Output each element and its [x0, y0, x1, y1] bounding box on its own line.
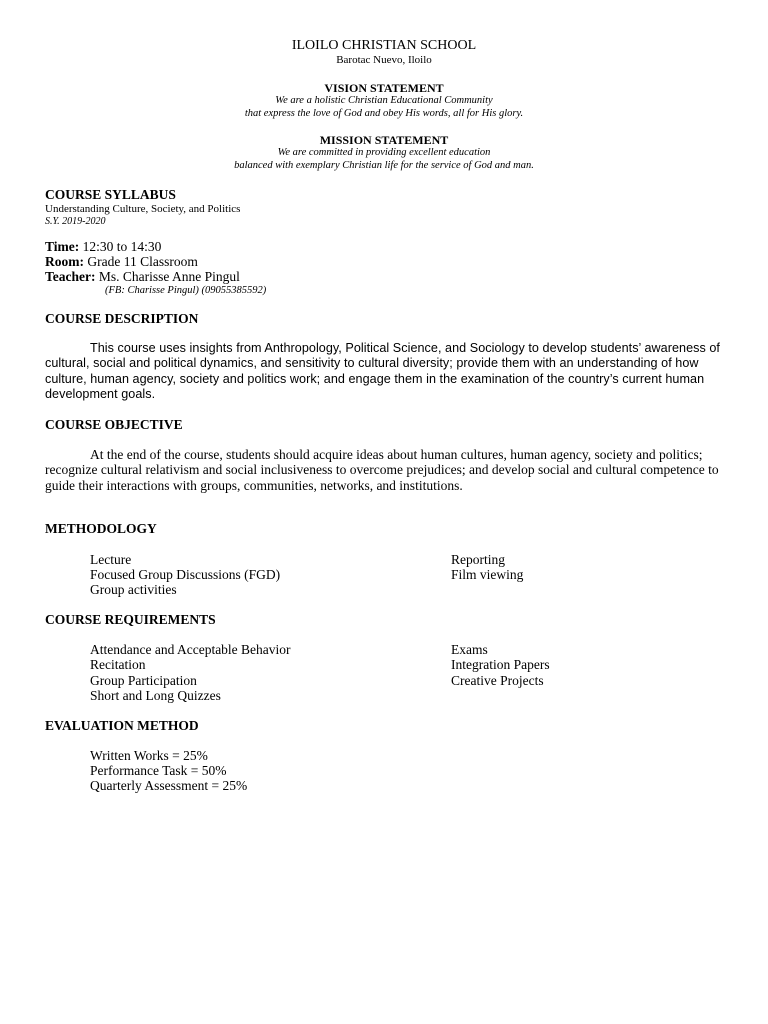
description-text: This course uses insights from Anthropology, Political Science, and Sociology to develop students’ awareness of cultural, social and political dynamics, and sensitivity to cultural diversity; provide them with an understanding of how culture, human agency, society and politics work; and engage them in the examination of the country’s current human development goals.: [45, 341, 720, 401]
school-name: ILOILO CHRISTIAN SCHOOL: [291, 38, 477, 53]
time-label: Time:: [45, 239, 80, 254]
evaluation-item: Written Works = 25%: [90, 748, 208, 763]
vision-line: We are a holistic Christian Educational Community: [275, 95, 493, 106]
evaluation-item: Performance Task = 50%: [90, 763, 227, 778]
requirement-item: Attendance and Acceptable Behavior: [90, 642, 291, 657]
requirement-item: Short and Long Quizzes: [90, 688, 221, 703]
evaluation-item: Quarterly Assessment = 25%: [90, 778, 248, 793]
vision-title: VISION STATEMENT: [324, 81, 444, 95]
room-label: Room:: [45, 254, 84, 269]
time-row: [45, 239, 161, 255]
teacher-row: [45, 269, 240, 285]
requirement-item: Exams: [451, 642, 488, 657]
teacher-value: Ms. Charisse Anne Pingul: [98, 269, 240, 284]
methodology-item: Group activities: [90, 582, 177, 597]
syllabus-title: COURSE SYLLABUS: [45, 187, 176, 202]
description-title: COURSE DESCRIPTION: [45, 311, 199, 326]
time-value: 12:30 to 14:30: [82, 239, 162, 254]
room-row: [45, 254, 198, 270]
methodology-item: Reporting: [451, 552, 505, 567]
evaluation-title: EVALUATION METHOD: [45, 718, 199, 733]
teacher-label: Teacher:: [45, 269, 96, 284]
methodology-title: METHODOLOGY: [45, 521, 157, 536]
vision-line: that express the love of God and obey His words, all for His glory.: [244, 108, 524, 119]
requirements-title: COURSE REQUIREMENTS: [45, 612, 216, 627]
room-value: Grade 11 Classroom: [87, 254, 198, 269]
methodology-item: Lecture: [90, 552, 132, 567]
requirement-item: Recitation: [90, 657, 146, 672]
school-year: S.Y. 2019-2020: [45, 216, 106, 227]
requirement-item: Group Participation: [90, 673, 197, 688]
objective-title: COURSE OBJECTIVE: [45, 417, 183, 432]
requirement-item: Integration Papers: [451, 657, 550, 672]
objective-text: At the end of the course, students should acquire ideas about human cultures, human agency, society and politics; recognize cultural relativism and social inclusiveness to overcome prejudices; and develop social and cultural competence to guide their interactions with groups, communities, networks, and institutions.: [45, 447, 719, 493]
methodology-item: Film viewing: [451, 567, 524, 582]
requirement-item: Creative Projects: [451, 673, 544, 688]
mission-line: balanced with exemplary Christian life for the service of God and man.: [234, 160, 534, 171]
subject-name: Understanding Culture, Society, and Politics: [45, 203, 241, 215]
mission-line: We are committed in providing excellent education: [277, 147, 491, 158]
teacher-contact: (FB: Charisse Pingul) (09055385592): [105, 285, 267, 296]
methodology-item: Focused Group Discussions (FGD): [90, 567, 281, 582]
mission-title: MISSION STATEMENT: [319, 133, 449, 147]
school-location: Barotac Nuevo, Iloilo: [336, 54, 432, 66]
